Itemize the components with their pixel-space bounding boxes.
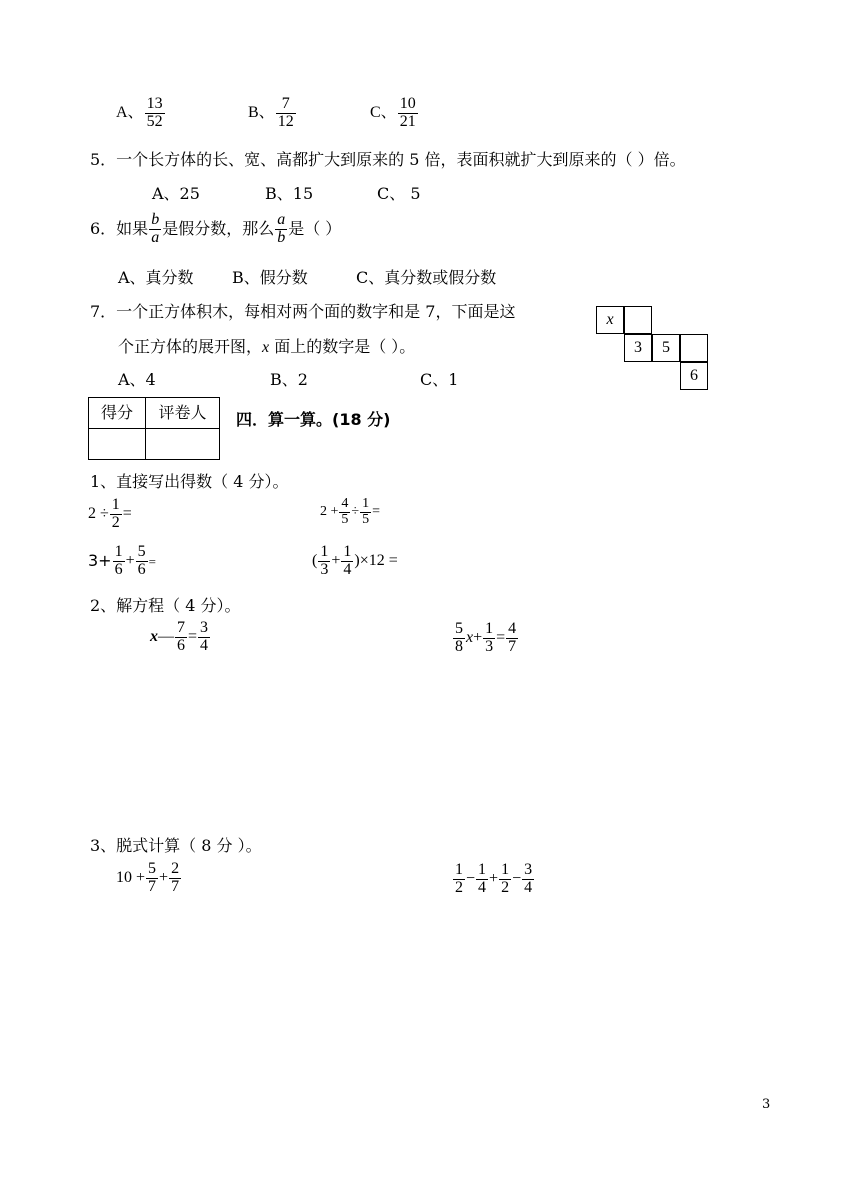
section-4-title: 四．算一算。(18 分) [236,410,391,429]
q6-option-b: B、假分数 [232,268,308,287]
calc-1: 10 + $\frac{5}{7}$ + $\frac{2}{7}$ [116,860,180,895]
q6-option-a: A、真分数 [118,268,194,287]
equation-1: x — $\frac{7}{6}$ = $\frac{3}{4}$ [150,619,209,654]
q7-line1: 7．一个正方体积木，每相对两个面的数字和是 7，下面是这 [90,302,516,321]
q6-option-c: C、真分数或假分数 [356,268,497,287]
expr-2: 2 + $\frac{4}{5}$ ÷ $\frac{1}{5}$ = [320,496,380,527]
page-number: 3 [762,1097,771,1112]
q5-option-b: B、15 [265,184,314,203]
q5-option-c: C、 5 [377,184,421,203]
q5-text: 5．一个长方体的长、宽、高都扩大到原来的 5 倍，表面积就扩大到原来的（ ）倍。 [90,150,686,169]
q7-option-a: A、4 [118,370,156,389]
q4-option-c: C、 $\frac{10}{21}$ [370,95,416,130]
part2-title: 2、解方程（ 4 分）。 [90,596,241,615]
expr-1: 2 ÷ $\frac{1}{2}$ = [88,496,132,531]
score-cell[interactable] [89,429,146,460]
score-table [88,397,220,460]
equation-2: $\frac{5}{8}$ x + $\frac{1}{3}$ = $\frac{4}{7}$ [455,620,517,655]
net-face-blank-2 [680,334,708,362]
q6-text: 6．如果 $\frac{b}{a}$ 是假分数，那么 $\frac{a}{b}$ 是（ ） [90,211,342,246]
q5-option-a: A、25 [152,184,200,203]
q7-option-c: C、1 [420,370,459,389]
expr-3: 3+ $\frac{1}{6}$ + $\frac{5}{6}$ = [88,543,156,578]
part3-title: 3、脱式计算（ 8 分 ）。 [90,836,262,855]
q4-option-a: A、 $\frac{13}{52}$ [116,95,163,130]
expr-4: ( $\frac{1}{3}$ + $\frac{1}{4}$ )×12 = [312,543,398,578]
score-header: 得分 [89,398,146,429]
net-face-x: x [596,306,624,334]
net-face-6: 6 [680,362,708,390]
q7-line2: 个正方体的展开图，x 面上的数字是（ ）。 [118,337,416,356]
calc-2: $\frac{1}{2}$ − $\frac{1}{4}$ + $\frac{1}{2}$ − $\frac{3}{4}$ [455,861,533,896]
grader-cell[interactable] [146,429,220,460]
net-face-5: 5 [652,334,680,362]
q7-option-b: B、2 [270,370,308,389]
net-face-3: 3 [624,334,652,362]
grader-header: 评卷人 [146,398,220,429]
part1-title: 1、直接写出得数（ 4 分）。 [90,472,289,491]
net-face-blank-1 [624,306,652,334]
q4-option-b: B、 $\frac{7}{12}$ [248,95,294,130]
